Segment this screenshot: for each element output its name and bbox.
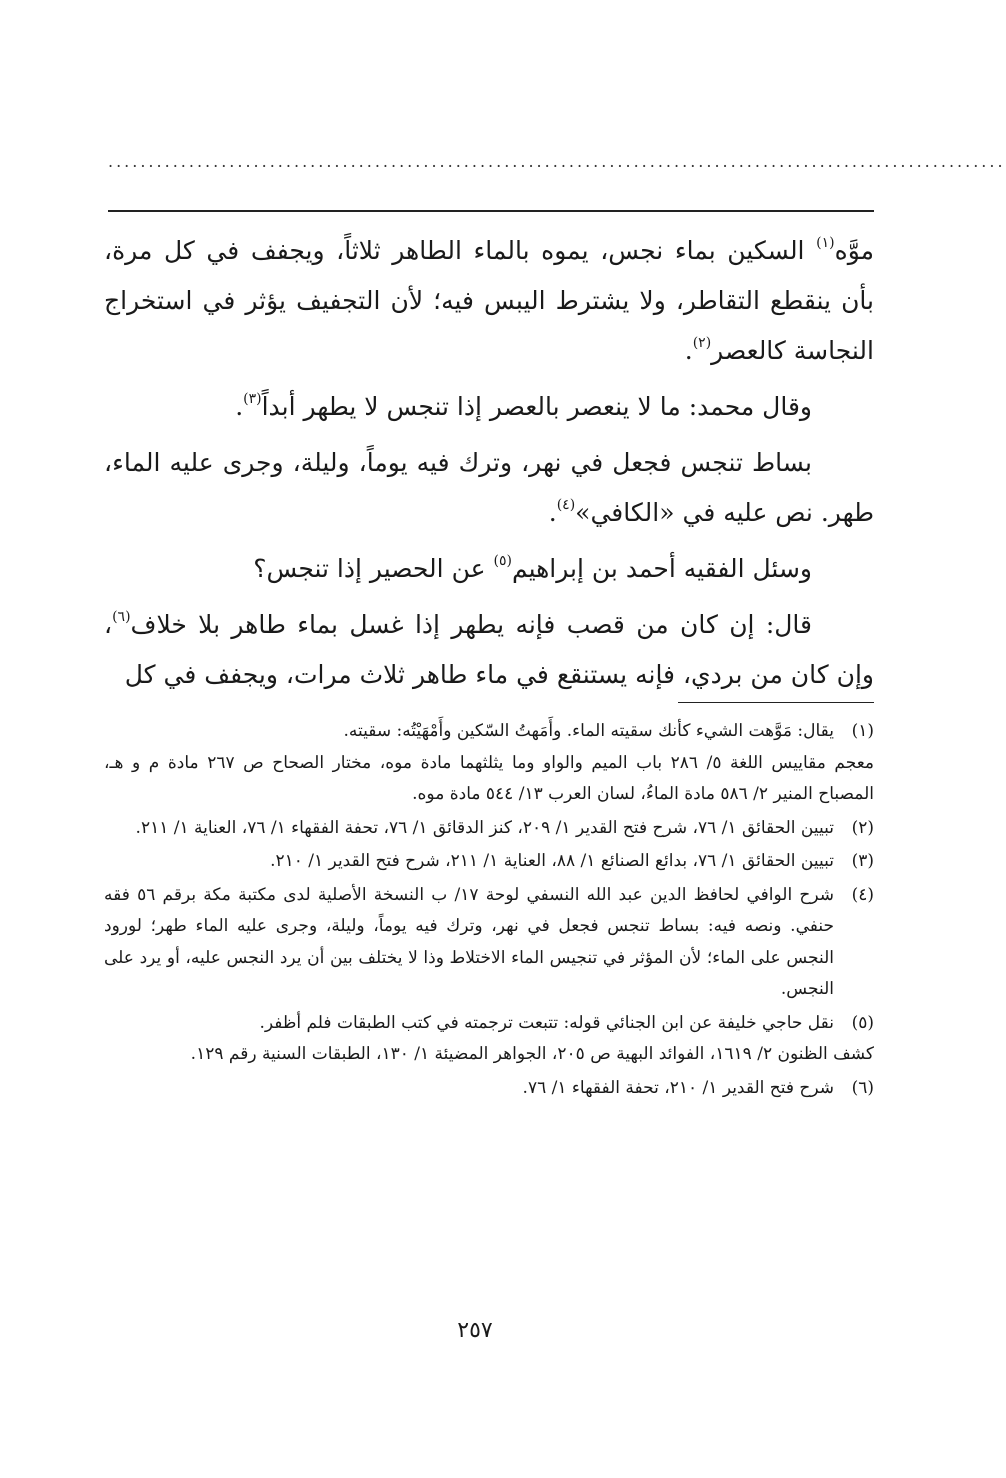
footnote-text: شرح الوافي لحافظ الدين عبد الله النسفي لوحة ١٧/ ب النسخة الأصلية لدى مكتبة مكة برقم ٥٦ فقه حنفي. ونصه فيه: بساط تنجس فجعل في نهر، وترك فيه يوماً، وليلة، وجرى عليه الماء طهر؛ لورود النجس على الماء؛ لأن المؤثر في تنجيس الماء الاختلاط وذا لا يختلف بين أن يرد النجس عليه، أو يرد على النجس.: [104, 884, 834, 999]
footnote-3: [104, 846, 874, 878]
footnote-text: تبيين الحقائق ١/ ٧٦، شرح فتح القدير ١/ ٢٠٩، كنز الدقائق ١/ ٧٦، تحفة الفقهاء ١/ ٧٦، العناية ١/ ٢١١.: [135, 817, 834, 838]
footnote-number: (٦): [851, 1077, 874, 1098]
footnote-2: [104, 813, 874, 845]
footnote-1: [104, 716, 874, 811]
footnote-ref-6[interactable]: (٦): [112, 609, 131, 625]
paragraph-4: وسئل الفقيه أحمد بن إبراهيم$^{(٥)}$ عن الحصير إذا تنجس؟: [253, 553, 812, 583]
footnote-number: (٤): [851, 884, 874, 905]
main-text: [104, 226, 874, 706]
footnote-ref-3[interactable]: (٣): [243, 391, 262, 407]
footnote-ref-5[interactable]: (٥): [493, 553, 512, 569]
footnote-6: [104, 1073, 874, 1105]
footnote-continuation: كشف الظنون ٢/ ١٦١٩، الفوائد البهية ص ٢٠٥، الجواهر المضيئة ١/ ١٣٠، الطبقات السنية رقم ١٢٩.: [190, 1044, 874, 1064]
footnote-ref-4[interactable]: (٤): [556, 497, 576, 513]
paragraph-1: موَّه$^{(١)}$ السكين بماء نجس، يموه بالماء الطاهر ثلاثاً، ويجفف في كل مرة، بأن ينقطع التقاطر، ولا يشترط اليبس فيه؛ لأن التجفيف يؤثر في استخراج النجاسة كالعصر$^{(٢)}$.: [104, 235, 874, 365]
paragraph-5: قال: إن كان من قصب فإنه يطهر إذا غسل بماء طاهر بلا خلاف$^{(٦)}$، وإن كان من بردي، فإنه يستنقع في ماء طاهر ثلاث مرات، ويجفف في كل: [104, 609, 874, 689]
footnote-4: [104, 880, 874, 1006]
footnote-number: (٣): [851, 851, 874, 871]
footnote-text: شرح فتح القدير ١/ ٢١٠، تحفة الفقهاء ١/ ٧٦.: [522, 1077, 834, 1098]
footnote-continuation: معجم مقاييس اللغة ٥/ ٢٨٦ باب الميم والواو وما يثلثهما مادة موه، مختار الصحاح ص ٢٦٧ مادة م و هـ، المصباح المنير ٢/ ٥٨٦ مادة الماءُ، لسان العرب ١٣/ ٥٤٤ مادة موه.: [104, 752, 874, 804]
footnote-number: (٢): [851, 817, 874, 838]
footnotes: [104, 716, 874, 1106]
header-rule: [108, 210, 874, 212]
footnote-text: نقل حاجي خليفة عن ابن الجنائي قوله: تتبعت ترجمته في كتب الطبقات فلم أظفر.: [259, 1012, 834, 1033]
header-dotted-line: ...............................................................................................................: [108, 152, 1006, 171]
footnote-text: تبيين الحقائق ١/ ٧٦، بدائع الصنائع ١/ ٨٨، العناية ١/ ٢١١، شرح فتح القدير ١/ ٢١٠.: [270, 851, 834, 871]
footnote-text: يقال: مَوَّهت الشيء كأنك سقيته الماء. وأَمَهتُ السّكين وأَمْهَيْتُه: سقيته.: [343, 721, 834, 741]
footnote-number: (١): [851, 721, 874, 741]
footnote-ref-2[interactable]: (٢): [692, 335, 712, 351]
footnote-separator: [678, 702, 874, 703]
footnote-5: [104, 1008, 874, 1071]
paragraph-2: وقال محمد: ما لا ينعصر بالعصر إذا تنجس لا يطهر أبداً$^{(٣)}$.: [235, 391, 812, 421]
footnote-ref-1[interactable]: (١): [816, 235, 835, 251]
page-number: ٢٥٧: [457, 1318, 493, 1343]
paragraph-3: بساط تنجس فجعل في نهر، وترك فيه يوماً، وليلة، وجرى عليه الماء، طهر. نص عليه في «الكافي»$^{(٤)}$.: [104, 448, 874, 527]
footnote-number: (٥): [851, 1012, 874, 1033]
